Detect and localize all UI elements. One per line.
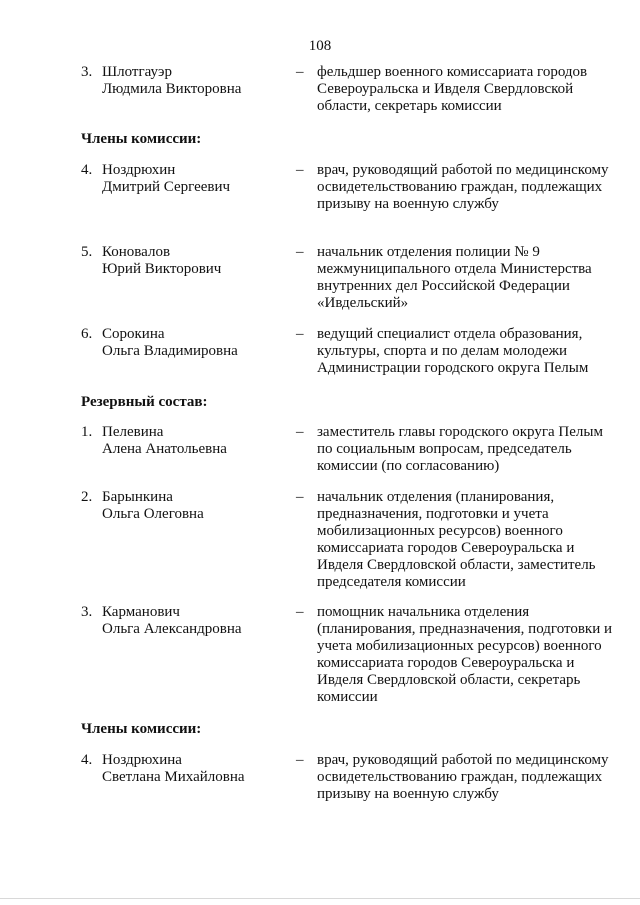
given-name: Людмила Викторовна — [102, 81, 242, 97]
dash: – — [296, 489, 304, 505]
position-description: начальник отделения (планирования, предназначения, подготовки и учета мобилизационных ресурсов) военного комиссариата городов Североуральска и Ивделя Свердловской области, заместитель председателя комиссии — [317, 489, 596, 590]
dash: – — [296, 424, 304, 440]
entry-number: 3. — [81, 604, 93, 620]
position-description: заместитель главы городского округа Пелым по социальным вопросам, председатель комиссии (по согласованию) — [317, 424, 603, 474]
entry-number: 4. — [81, 752, 93, 768]
person-name — [102, 604, 282, 638]
given-name: Ольга Александровна — [102, 621, 242, 637]
surname: Шлотгауэр — [102, 64, 172, 80]
given-name: Юрий Викторович — [102, 261, 222, 277]
position-description: врач, руководящий работой по медицинскому освидетельствованию граждан, подлежащих призыву на военную службу — [317, 752, 609, 802]
given-name: Ольга Владимировна — [102, 343, 238, 359]
entry-number: 3. — [81, 64, 93, 80]
entry-number: 4. — [81, 162, 93, 178]
dash: – — [296, 162, 304, 178]
given-name: Ольга Олеговна — [102, 506, 204, 522]
dash: – — [296, 326, 304, 342]
entry-number: 2. — [81, 489, 93, 505]
surname: Барынкина — [102, 489, 173, 505]
section-heading: Члены комиссии: — [81, 131, 202, 147]
surname: Карманович — [102, 604, 180, 620]
dash: – — [296, 604, 304, 620]
person-name — [102, 424, 282, 458]
page-number: 108 — [308, 38, 332, 54]
dash: – — [296, 64, 304, 80]
given-name: Дмитрий Сергеевич — [102, 179, 231, 195]
given-name: Алена Анатольевна — [102, 441, 227, 457]
person-name — [102, 244, 282, 278]
section-heading: Резервный состав: — [81, 394, 208, 410]
page-bottom-edge — [0, 898, 640, 899]
person-name — [102, 752, 282, 786]
surname: Сорокина — [102, 326, 165, 342]
position-description: помощник начальника отделения (планирования, предназначения, подготовки и учета мобилизационных ресурсов) военного комиссариата городов Североуральска и Ивделя Свердловской области, секретарь комиссии — [317, 604, 613, 705]
position-description: фельдшер военного комиссариата городов Североуральска и Ивделя Свердловской области, секретарь комиссии — [317, 64, 588, 114]
entry-number: 1. — [81, 424, 93, 440]
dash: – — [296, 244, 304, 260]
surname: Пелевина — [102, 424, 164, 440]
given-name: Светлана Михайловна — [102, 769, 245, 785]
person-name — [102, 326, 282, 360]
person-name — [102, 64, 282, 98]
surname: Ноздрюхин — [102, 162, 176, 178]
surname: Ноздрюхина — [102, 752, 182, 768]
person-name — [102, 489, 282, 523]
position-description: врач, руководящий работой по медицинскому освидетельствованию граждан, подлежащих призыву на военную службу — [317, 162, 609, 212]
position-description: начальник отделения полиции № 9 межмуниципального отдела Министерства внутренних дел Российской Федерации «Ивдельский» — [317, 244, 592, 311]
person-name — [102, 162, 282, 196]
entry-number: 6. — [81, 326, 93, 342]
section-heading: Члены комиссии: — [81, 721, 202, 737]
entry-number: 5. — [81, 244, 93, 260]
dash: – — [296, 752, 304, 768]
position-description: ведущий специалист отдела образования, культуры, спорта и по делам молодежи Администрации городского округа Пелым — [317, 326, 589, 376]
surname: Коновалов — [102, 244, 171, 260]
